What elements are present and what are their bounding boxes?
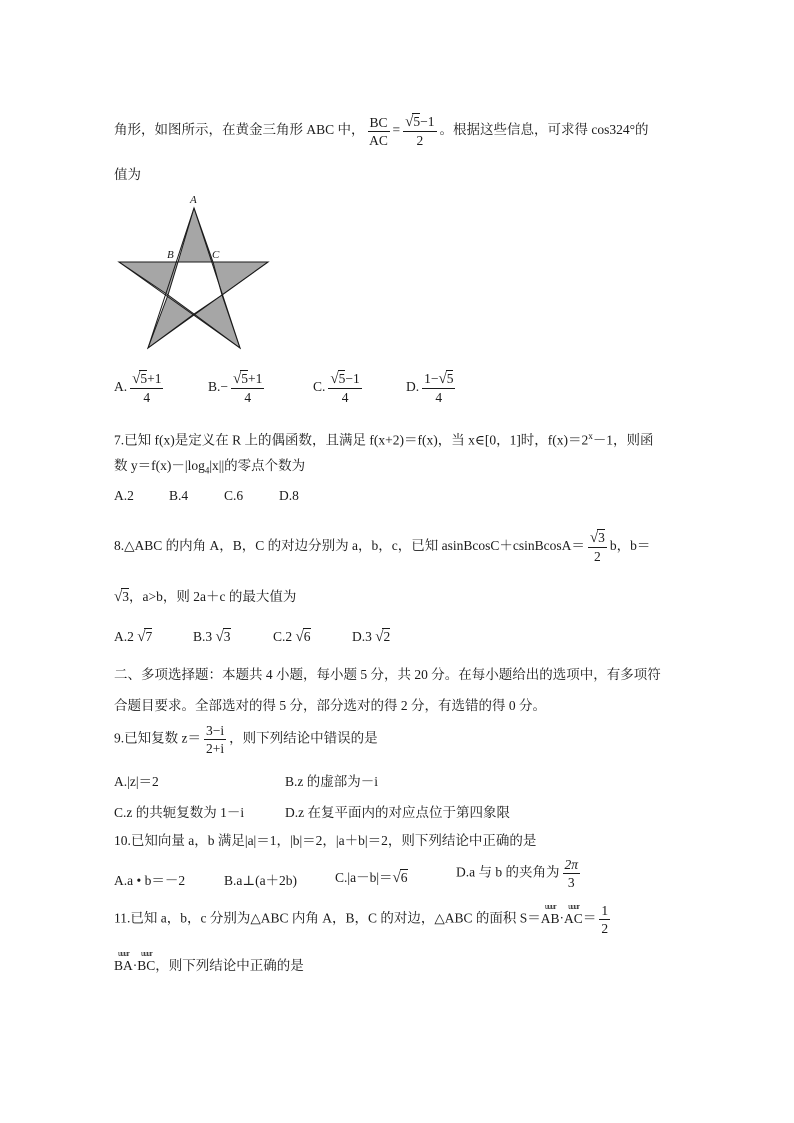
star-point-bottom-left	[148, 295, 194, 348]
q9-option-d: D.z 在复平面内的对应点位于第四象限	[285, 805, 510, 820]
q10-option-d: D.a 与 b 的夹角为 $\frac{2\pi}{3}$	[456, 857, 579, 890]
q9-option-a: A.|z|＝2	[114, 774, 159, 789]
intro-line-2: 值为	[114, 167, 141, 182]
q10-option-b: B.a⊥(a＋2b)	[224, 873, 298, 888]
q6-option-d: D. $\frac{1-√5}{4}$	[406, 371, 454, 405]
label-C: C	[212, 249, 220, 261]
section2-line-2: 合题目要求。全部选对的得 5 分，部分选对的得 2 分，有选错的得 0 分。	[114, 698, 546, 713]
q8-option-a: A.2 √7	[114, 629, 153, 645]
q7-option-a: A.2	[114, 488, 134, 503]
intro-text-before: 角形，如图所示，在黄金三角形 ABC 中，	[114, 122, 365, 138]
golden-value-fraction: $\frac{√5-1}{2}$	[405, 114, 435, 148]
q11-line-2: uuur BA· uuur BC，则下列结论中正确的是	[114, 949, 304, 973]
q8-line-2: √3，a>b，则 2a＋c 的最大值为	[114, 589, 297, 605]
q10-option-c: C.|a－b|＝√6	[335, 870, 408, 886]
q7-option-b: B.4	[169, 488, 189, 503]
q9-option-b: B.z 的虚部为－i	[285, 774, 378, 789]
q7-option-c: C.6	[224, 488, 244, 503]
q10-option-a: A.a • b＝－2	[114, 873, 186, 888]
q7-option-d: D.8	[279, 488, 299, 503]
q7-line-2: 数 $y=f(x)-|\log_4|x||$的零点个数为	[114, 458, 306, 476]
star-point-top	[178, 208, 213, 262]
q8-option-c: C.2 √6	[273, 629, 311, 645]
q9-stem: 9.已知复数 z＝ $\frac{3-i}{2+i}$ ，则下列结论中错误的是	[114, 723, 378, 756]
label-B: B	[167, 249, 174, 261]
q8-option-b: B.3 √3	[193, 629, 231, 645]
star-point-bottom-right	[194, 295, 240, 348]
label-A: A	[190, 194, 197, 206]
section2-line-1: 二、多项选择题：本题共 4 小题，每小题 5 分，共 20 分。在每小题给出的选项中，有多项符	[114, 667, 661, 682]
q6-option-c: C. $\frac{√5-1}{4}$	[313, 371, 360, 405]
q9-option-c: C.z 的共轭复数为 1－i	[114, 805, 245, 820]
q8-option-d: D.3 √2	[352, 629, 391, 645]
q7-line-1: 7.已知 f(x)是定义在 R 上的偶函数，且满足 f(x+2)＝f(x)，当 x∈[0，1]时，$f(x)=2^x-1$，则函	[114, 431, 654, 448]
q11-line-1: 11.已知 a，b，c 分别为△ABC 内角 A，B，C 的对边，△ABC 的面积 S＝ uuur AB· uuur AC＝ $\frac{1}{2}$	[114, 901, 609, 936]
q8-line-1: 8.△ABC 的内角 A，B，C 的对边分别为 a，b，c，已知 asinBcosC＋csinBcosA＝ $\frac{√3}{2}$ b，b＝	[114, 530, 651, 564]
star-point-left	[119, 262, 178, 295]
q10-stem: 10.已知向量 a，b 满足|a|＝1，|b|＝2，|a＋b|＝2，则下列结论中正确的是	[114, 833, 537, 848]
golden-ratio-fraction: $\frac{BC}{AC}$	[369, 114, 388, 148]
intro-text-after: 。根据这些信息，可求得 cos324°的	[439, 122, 649, 138]
q6-option-b: B.− $\frac{√5+1}{4}$	[208, 371, 263, 405]
q6-option-a: A. $\frac{√5+1}{4}$	[114, 371, 162, 405]
pentagram-figure	[112, 190, 274, 354]
intro-line: 角形，如图所示，在黄金三角形 ABC 中， $\frac{BC}{AC}$ = $\frac{√5-1}{2}$ 。根据这些信息，可求得 cos324°的	[114, 114, 649, 148]
